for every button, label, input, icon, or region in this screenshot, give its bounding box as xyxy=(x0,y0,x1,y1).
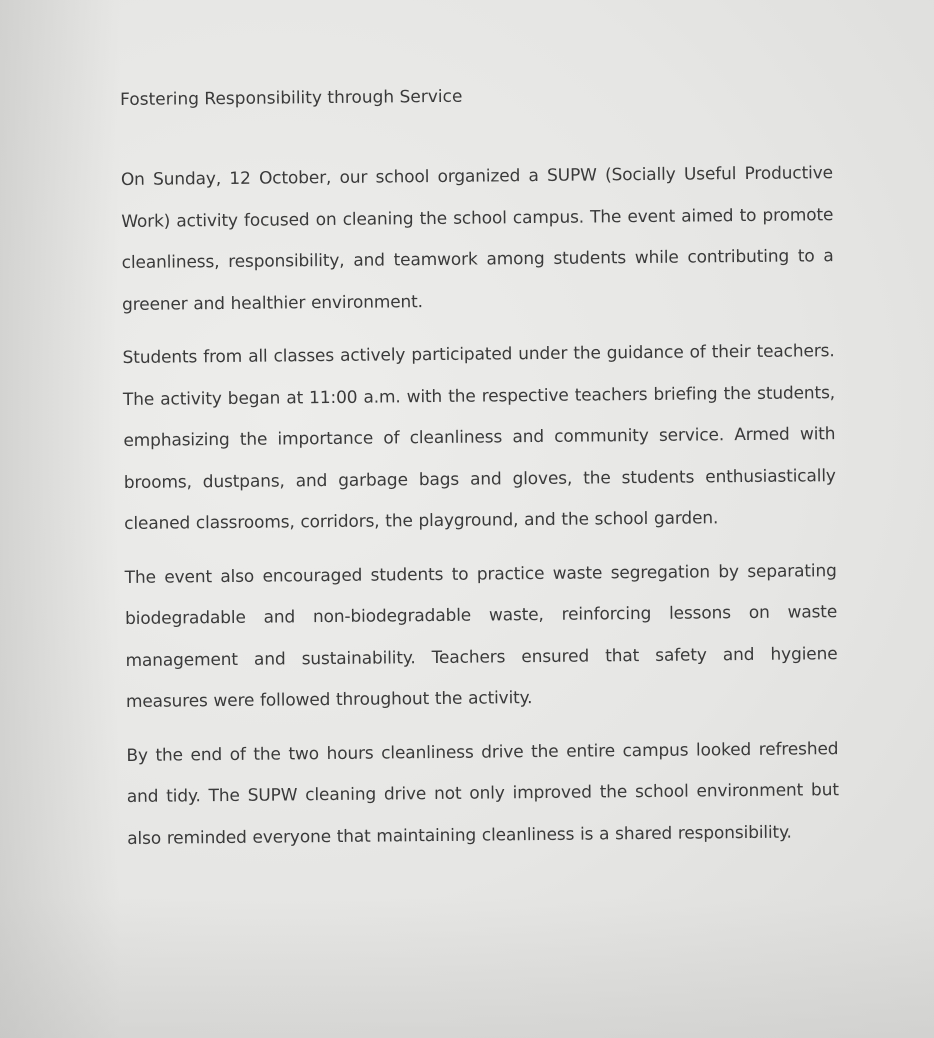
document-title: Fostering Responsibility through Service xyxy=(120,86,463,110)
paragraph-waste-segregation: The event also encouraged students to practice waste segregation by separating biodegradable and non-biodegradable waste, reinforcing lessons on waste management and sustainability. Teachers ensured that safety and hygiene measures were followed throughout the activity. xyxy=(124,560,838,712)
paragraph-intro: On Sunday, 12 October, our school organized a SUPW (Socially Useful Productive Work) activity focused on cleaning the school campus. The event aimed to promote cleanliness, responsibility, and teamwork among students while contributing to a greener and healthier environment. xyxy=(120,163,834,315)
paragraph-participation: Students from all classes actively participated under the guidance of their teachers. The activity began at 11:00 a.m. with the respective teachers briefing the students, emphasizing the importance of cleanliness and community service. Armed with brooms, dustpans, and garbage bags and gloves, the students enthusiastically cleaned classrooms, corridors, the playground, and the school garden. xyxy=(122,341,836,534)
paragraph-conclusion: By the end of the two hours cleanliness drive the entire campus looked refreshed and tidy. The SUPW cleaning drive not only improved the school environment but also reminded everyone that maintaining cleanliness is a shared responsibility. xyxy=(126,738,839,849)
shadow-left xyxy=(0,0,120,1038)
shadow-bottom xyxy=(0,898,934,1038)
document-body xyxy=(120,79,840,872)
